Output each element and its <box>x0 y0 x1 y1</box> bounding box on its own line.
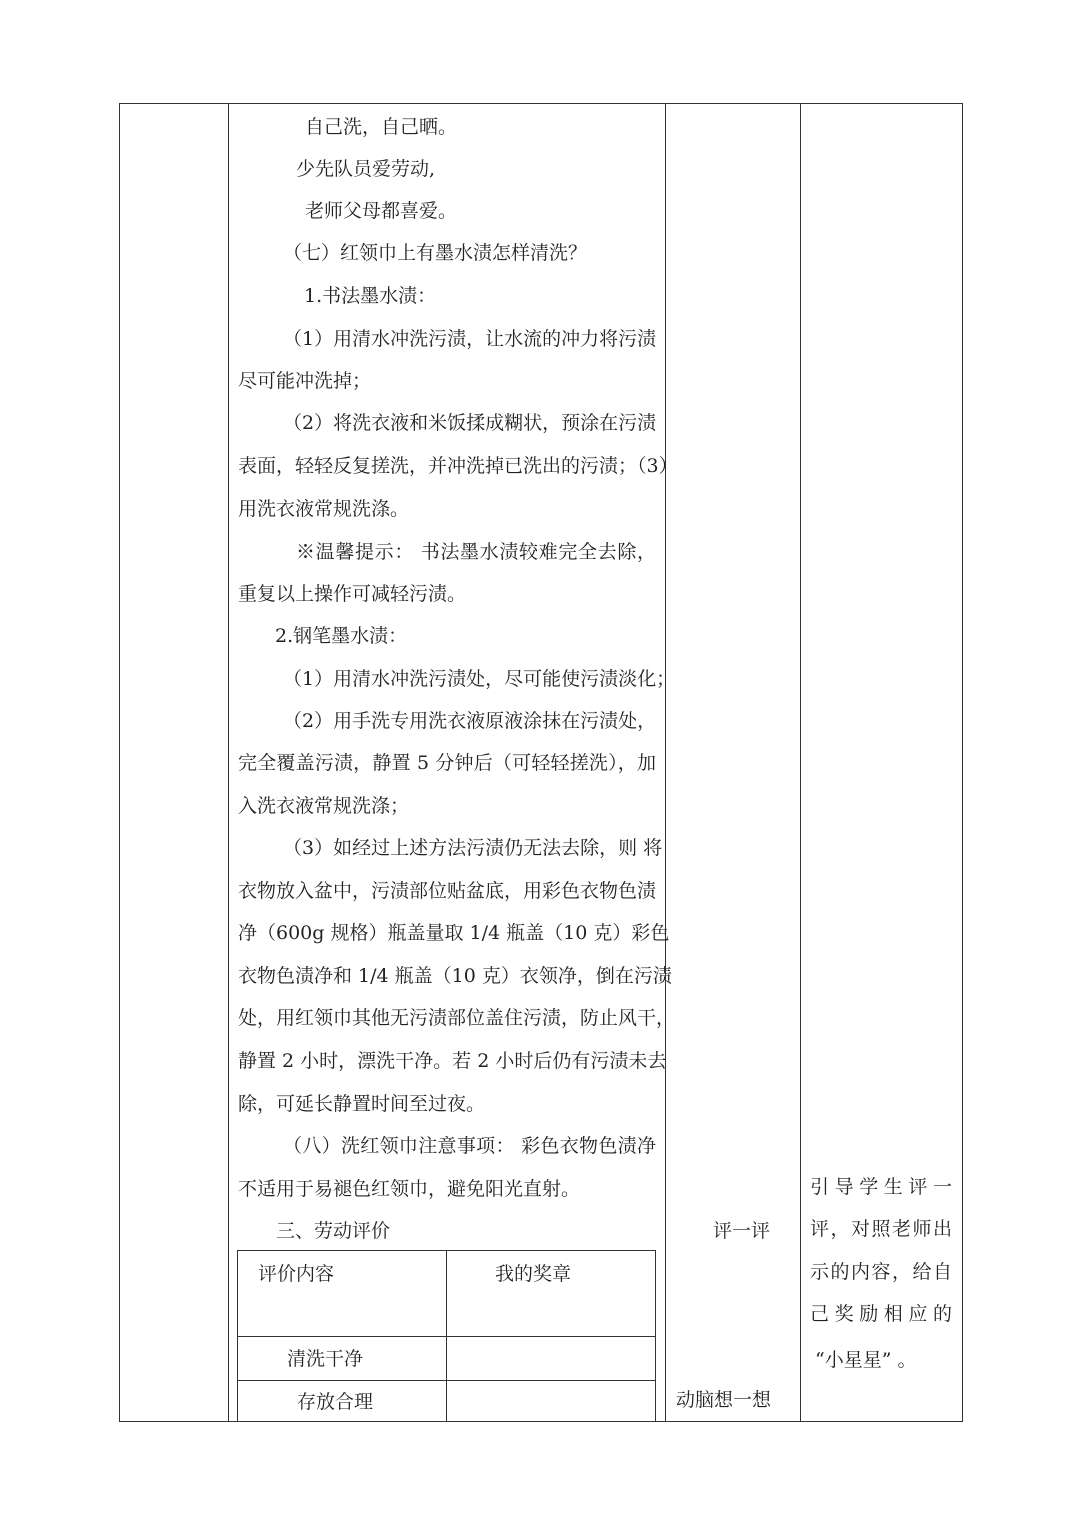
text-line: 重复以上操作可减轻污渍。 <box>238 583 467 605</box>
text-line: 表面，轻轻反复搓洗，并冲洗掉已洗出的污渍；（3） <box>238 455 678 477</box>
text-line: （1）用清水冲洗污渍，让水流的冲力将污渍 <box>283 328 657 350</box>
subsection-heading: 2.钢笔墨水渍： <box>275 625 408 647</box>
text-line: 用洗衣液常规洗涤。 <box>238 498 410 520</box>
text-line: 少先队员爱劳动, <box>296 158 436 180</box>
text-line: 自己洗，自己晒。 <box>305 116 458 138</box>
text-line: （1）用清水冲洗污渍处，尽可能使污渍淡化； <box>283 668 676 690</box>
table-col-border-2 <box>228 103 229 1422</box>
text-line: 衣物放入盆中，污渍部位贴盆底，用彩色衣物色渍 <box>238 880 657 902</box>
text-line: （2）用手洗专用洗衣液原液涂抹在污渍处， <box>283 710 657 732</box>
evaluation-row-label: 清洗干净 <box>287 1348 364 1370</box>
tip-line: ※温馨提示： 书法墨水渍较难完全去除， <box>296 541 656 563</box>
text-line: 净（600g 规格）瓶盖量取 1/4 瓶盖（10 克）彩色 <box>238 922 670 944</box>
text-line: 不适用于易褪色红领巾，避免阳光直射。 <box>238 1178 581 1200</box>
text-line: 尽可能冲洗掉； <box>238 370 372 392</box>
student-activity-label: 动脑想一想 <box>676 1389 772 1411</box>
evaluation-header-badge: 我的奖章 <box>495 1263 572 1285</box>
design-intent-line: 评，对照老师出 <box>810 1218 952 1240</box>
design-intent-line: 己奖励相应的 <box>810 1303 952 1325</box>
design-intent-line: “小星星” 。 <box>815 1349 917 1371</box>
text-line: （2）将洗衣液和米饭揉成糊状，预涂在污渍 <box>283 412 657 434</box>
text-line: 入洗衣液常规洗涤； <box>238 795 410 817</box>
subsection-heading: 1.书法墨水渍： <box>304 285 437 307</box>
section-heading: （八）洗红领巾注意事项： 彩色衣物色渍净 <box>283 1135 656 1157</box>
table-col-border-4 <box>800 103 801 1422</box>
design-intent-line: 示的内容，给自 <box>810 1261 952 1283</box>
text-line: 完全覆盖污渍，静置 5 分钟后（可轻轻搓洗），加 <box>238 752 656 774</box>
text-line: 老师父母都喜爱。 <box>305 200 458 222</box>
student-activity-label: 评一评 <box>713 1220 771 1242</box>
evaluation-header-content: 评价内容 <box>258 1263 335 1285</box>
table-col-border-1 <box>119 103 120 1422</box>
table-top-border <box>119 103 962 104</box>
section-heading: （七）红领巾上有墨水渍怎样清洗？ <box>283 242 588 264</box>
table-col-border-5 <box>962 103 963 1422</box>
evaluation-table-row-border <box>237 1380 656 1381</box>
table-col-border-3 <box>665 103 666 1422</box>
evaluation-table-row-border <box>237 1336 656 1337</box>
text-line: 处，用红领巾其他无污渍部位盖住污渍，防止风干， <box>238 1007 676 1029</box>
design-intent-line: 引导学生评一 <box>810 1176 952 1198</box>
text-line: 除，可延长静置时间至过夜。 <box>238 1093 486 1115</box>
text-line: 衣物色渍净和 1/4 瓶盖（10 克）衣领净，倒在污渍 <box>238 965 672 987</box>
section-heading: 三、劳动评价 <box>276 1220 391 1242</box>
evaluation-row-label: 存放合理 <box>297 1391 374 1413</box>
text-line: 静置 2 小时，漂洗干净。若 2 小时后仍有污渍未去 <box>238 1050 667 1072</box>
text-line: （3）如经过上述方法污渍仍无法去除，则 将 <box>283 837 663 859</box>
